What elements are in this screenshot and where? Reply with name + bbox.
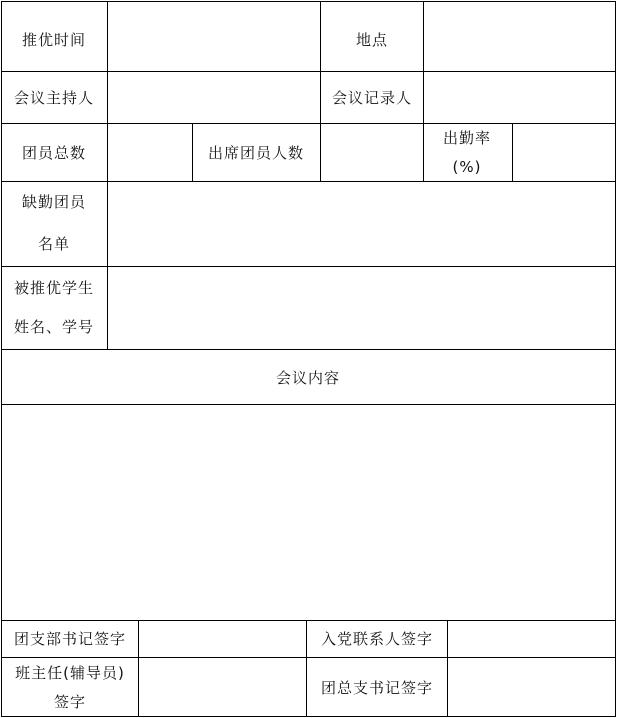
party-contact-signature-label: 入党联系人签字 — [320, 630, 434, 648]
attendance-rate-unit: (%) — [452, 158, 482, 176]
recommended-student-label: 被推优学生 — [13, 279, 95, 297]
absent-members-label-line2: 名单 — [37, 235, 71, 253]
time-field[interactable] — [108, 2, 320, 71]
head-teacher-signature-field[interactable] — [139, 658, 306, 716]
head-teacher-signature-label: 班主任(辅导员) — [15, 664, 125, 682]
party-contact-signature-field[interactable] — [448, 621, 615, 657]
attending-members-label: 出席团员人数 — [207, 144, 305, 162]
place-field[interactable] — [424, 2, 615, 71]
recorder-field[interactable] — [424, 72, 615, 123]
col-divider — [192, 123, 193, 181]
recommended-student-field[interactable] — [108, 267, 615, 349]
general-secretary-signature-field[interactable] — [448, 658, 615, 716]
absent-members-label: 缺勤团员 — [21, 193, 87, 211]
time-label: 推优时间 — [21, 31, 87, 49]
host-field[interactable] — [108, 72, 320, 123]
host-label: 会议主持人 — [13, 89, 95, 107]
col-divider — [306, 620, 307, 716]
absent-members-field[interactable] — [108, 182, 615, 266]
league-secretary-signature-field[interactable] — [139, 621, 306, 657]
total-members-field[interactable] — [108, 124, 192, 181]
meeting-content-field[interactable] — [2, 405, 615, 620]
general-secretary-signature-label: 团总支书记签字 — [320, 679, 434, 697]
recommended-student-label-line2: 姓名、学号 — [13, 318, 95, 336]
total-members-label: 团员总数 — [21, 144, 87, 162]
league-secretary-signature-label: 团支部书记签字 — [13, 630, 127, 648]
attendance-rate-label: 出勤率 — [442, 129, 492, 147]
place-label: 地点 — [355, 31, 389, 49]
recorder-label: 会议记录人 — [331, 89, 413, 107]
col-divider — [320, 1, 321, 71]
col-divider — [320, 71, 321, 123]
attending-members-field[interactable] — [321, 124, 423, 181]
col-divider — [423, 123, 424, 181]
table-border-bottom — [1, 716, 616, 717]
head-teacher-signature-label-line2: 签字 — [53, 693, 87, 711]
attendance-rate-field[interactable] — [513, 124, 615, 181]
row-divider — [1, 349, 616, 350]
table-border-right — [615, 1, 616, 717]
meeting-content-label: 会议内容 — [275, 369, 341, 387]
